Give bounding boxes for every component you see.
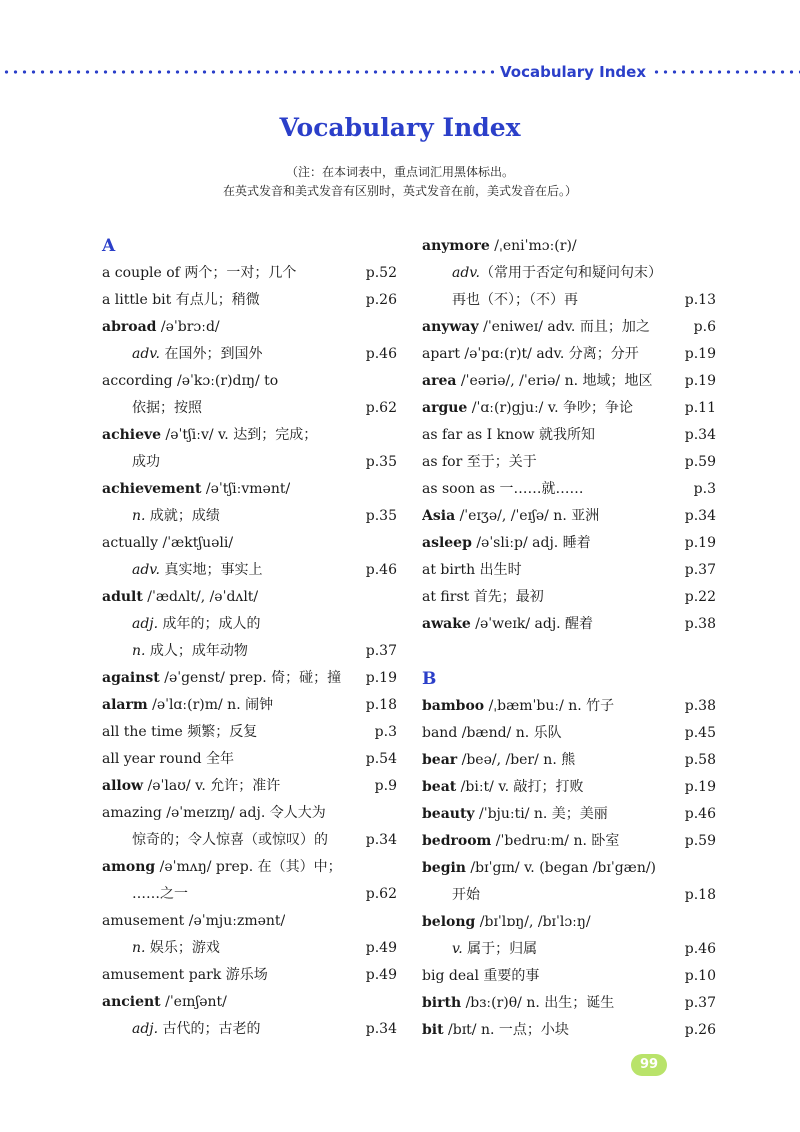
page-ref: p.26 bbox=[365, 292, 397, 308]
page-ref: p.35 bbox=[365, 454, 397, 470]
headword: abroad bbox=[102, 319, 157, 335]
definition: /əˈtʃiːv/ v. 达到；完成； bbox=[161, 427, 318, 443]
definition: /ˈeɪʒə/, /ˈeɪʃə/ n. 亚洲 bbox=[455, 508, 600, 524]
part-of-speech: adv. bbox=[132, 562, 161, 578]
entry-text bbox=[102, 422, 317, 449]
definition: amusement park 游乐场 bbox=[102, 967, 268, 983]
definition: 属于；归属 bbox=[462, 941, 538, 957]
page-ref: p.37 bbox=[684, 995, 716, 1011]
page-ref: p.26 bbox=[684, 1022, 716, 1038]
definition: 在国外；到国外 bbox=[160, 346, 263, 362]
section-letter-b: B bbox=[422, 669, 437, 689]
page-ref: p.18 bbox=[684, 887, 716, 903]
definition: as for 至于；关于 bbox=[422, 454, 537, 470]
part-of-speech: v. bbox=[452, 941, 463, 957]
index-entry bbox=[102, 557, 397, 584]
page-ref: p.13 bbox=[684, 292, 716, 308]
page-ref bbox=[393, 314, 397, 341]
index-entry bbox=[102, 584, 397, 611]
index-entry bbox=[102, 341, 397, 368]
entry-text bbox=[422, 530, 591, 557]
entry-text bbox=[422, 341, 639, 368]
entry-text bbox=[102, 692, 273, 719]
page-ref: p.11 bbox=[684, 400, 716, 416]
headword: allow bbox=[102, 778, 144, 794]
note-line-1: （注：在本词表中，重点词汇用黑体标出。 bbox=[285, 165, 514, 179]
running-title: Vocabulary Index bbox=[499, 63, 646, 81]
definition: 成人；成年动物 bbox=[145, 643, 248, 659]
headword: beat bbox=[422, 779, 457, 795]
page-ref: p.3 bbox=[374, 724, 397, 740]
index-entry bbox=[102, 260, 397, 287]
page-ref: p.34 bbox=[365, 1021, 397, 1037]
part-of-speech: n. bbox=[132, 940, 146, 956]
definition: /beə/, /ber/ n. 熊 bbox=[457, 752, 576, 768]
page-ref: p.19 bbox=[684, 535, 716, 551]
index-entry bbox=[422, 557, 716, 584]
definition: /ˈɑː(r)gjuː/ v. 争吵；争论 bbox=[467, 400, 633, 416]
entry-text bbox=[102, 611, 261, 638]
page-ref bbox=[393, 908, 397, 935]
page-ref: p.38 bbox=[684, 698, 716, 714]
definition: at birth 出生时 bbox=[422, 562, 522, 578]
headword: bit bbox=[422, 1022, 444, 1038]
index-entry bbox=[102, 908, 397, 935]
index-entry bbox=[102, 314, 397, 341]
definition: a couple of 两个；一对；几个 bbox=[102, 265, 297, 281]
page-ref bbox=[393, 611, 397, 638]
definition: /əˈlɑː(r)m/ n. 闹钟 bbox=[147, 697, 274, 713]
section-letter-a: A bbox=[102, 236, 116, 256]
headword: area bbox=[422, 373, 457, 389]
entry-text bbox=[102, 638, 248, 665]
index-entry bbox=[102, 989, 397, 1016]
definition: 再也（不）；（不）再 bbox=[452, 292, 578, 308]
page-ref: p.37 bbox=[365, 643, 397, 659]
index-entry bbox=[422, 882, 716, 909]
index-entry bbox=[422, 530, 716, 557]
index-entry bbox=[422, 909, 716, 936]
headword: birth bbox=[422, 995, 462, 1011]
entry-text bbox=[422, 422, 595, 449]
page-ref bbox=[712, 909, 716, 936]
index-entry bbox=[422, 855, 716, 882]
index-entry bbox=[422, 747, 716, 774]
headword: achieve bbox=[102, 427, 162, 443]
definition: /ˈeɪnʃənt/ bbox=[160, 994, 227, 1010]
page-ref: p.34 bbox=[684, 427, 716, 443]
entry-text bbox=[102, 395, 202, 422]
page-ref: p.3 bbox=[693, 481, 716, 497]
headword: begin bbox=[422, 860, 466, 876]
definition: 成就；成绩 bbox=[145, 508, 220, 524]
headword: Asia bbox=[422, 508, 456, 524]
page-ref: p.58 bbox=[684, 752, 716, 768]
definition: 惊奇的；令人惊喜（或惊叹）的 bbox=[132, 832, 328, 848]
page-ref: p.49 bbox=[365, 967, 397, 983]
page-ref bbox=[393, 368, 397, 395]
page-ref: p.34 bbox=[365, 832, 397, 848]
headword: bamboo bbox=[422, 698, 485, 714]
index-entry bbox=[422, 720, 716, 747]
index-entry bbox=[422, 314, 716, 341]
index-entry bbox=[102, 746, 397, 773]
entry-text bbox=[422, 314, 650, 341]
index-entry bbox=[422, 449, 716, 476]
index-entry bbox=[422, 503, 716, 530]
entry-text bbox=[422, 720, 562, 747]
headword: achievement bbox=[102, 481, 202, 497]
index-entry bbox=[422, 260, 716, 287]
index-entry bbox=[422, 693, 716, 720]
page-ref: p.19 bbox=[684, 779, 716, 795]
page-ref: p.62 bbox=[365, 400, 397, 416]
definition: /ˌeniˈmɔː(r)/ bbox=[489, 238, 577, 254]
definition: /əˈweɪk/ adj. 醒着 bbox=[470, 616, 594, 632]
page-ref: p.9 bbox=[374, 778, 397, 794]
definition: 古代的；古老的 bbox=[158, 1021, 261, 1037]
headword: bedroom bbox=[422, 833, 492, 849]
index-entry bbox=[422, 341, 716, 368]
page-ref: p.49 bbox=[365, 940, 397, 956]
headword: anymore bbox=[422, 238, 490, 254]
index-entry bbox=[102, 449, 397, 476]
headword: among bbox=[102, 859, 156, 875]
page-ref: p.35 bbox=[365, 508, 397, 524]
entry-text bbox=[102, 449, 160, 476]
entry-text bbox=[102, 503, 220, 530]
definition: 开始 bbox=[452, 887, 480, 903]
index-entry bbox=[422, 422, 716, 449]
entry-text bbox=[422, 747, 575, 774]
index-entry bbox=[102, 287, 397, 314]
page-ref bbox=[393, 422, 397, 449]
index-entry bbox=[422, 801, 716, 828]
part-of-speech: adv. bbox=[132, 346, 161, 362]
definition: all year round 全年 bbox=[102, 751, 235, 767]
entry-text bbox=[102, 368, 278, 395]
definition: /ˈbedruːm/ n. 卧室 bbox=[491, 833, 620, 849]
page-ref: p.19 bbox=[684, 373, 716, 389]
entry-text bbox=[422, 801, 608, 828]
dotted-rule-left bbox=[2, 70, 494, 74]
entry-text bbox=[102, 314, 220, 341]
index-entry bbox=[422, 963, 716, 990]
headword: beauty bbox=[422, 806, 475, 822]
index-entry bbox=[102, 854, 397, 881]
index-entry bbox=[422, 584, 716, 611]
entry-text bbox=[102, 287, 260, 314]
entry-text bbox=[102, 341, 262, 368]
index-entry bbox=[102, 827, 397, 854]
index-entry bbox=[102, 962, 397, 989]
headword: belong bbox=[422, 914, 476, 930]
part-of-speech: n. bbox=[132, 643, 146, 659]
entry-text bbox=[102, 476, 290, 503]
page-ref: p.46 bbox=[684, 806, 716, 822]
index-entry bbox=[102, 1016, 397, 1043]
section-a-continued bbox=[422, 233, 716, 638]
page-ref: p.46 bbox=[365, 346, 397, 362]
index-entry bbox=[422, 1017, 716, 1044]
definition: actually /ˈæktʃuəli/ bbox=[102, 535, 234, 551]
entry-text bbox=[102, 881, 188, 908]
entry-text bbox=[422, 1017, 569, 1044]
entry-text bbox=[422, 855, 656, 882]
entry-text bbox=[422, 368, 653, 395]
entry-text bbox=[102, 530, 233, 557]
definition: /əˈsliːp/ adj. 睡着 bbox=[471, 535, 591, 551]
page-ref: p.10 bbox=[684, 968, 716, 984]
index-entry bbox=[102, 773, 397, 800]
entry-text bbox=[422, 882, 480, 909]
index-entry bbox=[102, 719, 397, 746]
entry-text bbox=[102, 260, 296, 287]
definition: /əˈlaʊ/ v. 允许；准许 bbox=[143, 778, 281, 794]
definition: all the time 频繁；反复 bbox=[102, 724, 258, 740]
definition: at first 首先；最初 bbox=[422, 589, 544, 605]
entry-text bbox=[422, 828, 619, 855]
entry-text bbox=[102, 800, 326, 827]
definition: /ˈbjuːti/ n. 美；美丽 bbox=[474, 806, 608, 822]
index-entry bbox=[102, 503, 397, 530]
page-ref bbox=[393, 989, 397, 1016]
page-ref bbox=[393, 476, 397, 503]
entry-text bbox=[422, 557, 522, 584]
page-ref: p.38 bbox=[684, 616, 716, 632]
section-b bbox=[422, 693, 716, 1044]
headword: awake bbox=[422, 616, 471, 632]
page-ref: p.19 bbox=[365, 670, 397, 686]
headword: ancient bbox=[102, 994, 161, 1010]
definition: /əˈbrɔːd/ bbox=[156, 319, 220, 335]
index-entry bbox=[422, 476, 716, 503]
page-ref: p.37 bbox=[684, 562, 716, 578]
definition: /bɪˈgɪn/ v. (began /bɪˈgæn/) bbox=[465, 860, 657, 876]
definition: 依据；按照 bbox=[132, 400, 202, 416]
section-gap bbox=[422, 638, 716, 666]
definition: /əˈtʃiːvmənt/ bbox=[201, 481, 291, 497]
headword: asleep bbox=[422, 535, 472, 551]
index-entry bbox=[422, 828, 716, 855]
headword: against bbox=[102, 670, 160, 686]
entry-text bbox=[422, 936, 537, 963]
page-ref: p.22 bbox=[684, 589, 716, 605]
index-entry bbox=[102, 638, 397, 665]
definition: big deal 重要的事 bbox=[422, 968, 540, 984]
definition: /ˈeniweɪ/ adv. 而且；加之 bbox=[478, 319, 650, 335]
index-entry bbox=[102, 476, 397, 503]
definition: /bɪˈlɒŋ/, /bɪˈlɔːŋ/ bbox=[475, 914, 591, 930]
definition: /əˈgenst/ prep. 倚；碰；撞 bbox=[159, 670, 342, 686]
index-entry bbox=[422, 936, 716, 963]
index-entry bbox=[102, 422, 397, 449]
part-of-speech: n. bbox=[132, 508, 146, 524]
page-ref bbox=[393, 800, 397, 827]
entry-text bbox=[102, 584, 258, 611]
entry-text bbox=[102, 665, 341, 692]
index-entry bbox=[422, 990, 716, 1017]
index-entry bbox=[102, 368, 397, 395]
index-entry bbox=[102, 395, 397, 422]
definition: amazing /əˈmeɪzɪŋ/ adj. 令人大为 bbox=[102, 805, 326, 821]
entry-text bbox=[422, 395, 633, 422]
headword: argue bbox=[422, 400, 468, 416]
entry-text bbox=[422, 260, 662, 287]
entry-text bbox=[102, 989, 227, 1016]
note-line-2: 在英式发音和美式发音有区别时，英式发音在前，美式发音在后。） bbox=[222, 184, 577, 198]
definition: 成功 bbox=[132, 454, 160, 470]
definition: 真实地；事实上 bbox=[160, 562, 263, 578]
index-entry bbox=[102, 800, 397, 827]
entry-text bbox=[422, 909, 591, 936]
index-entry bbox=[422, 233, 716, 260]
index-entry bbox=[422, 287, 716, 314]
headword: bear bbox=[422, 752, 458, 768]
page-ref: p.46 bbox=[684, 941, 716, 957]
part-of-speech: adj. bbox=[132, 616, 159, 632]
entry-text bbox=[102, 1016, 261, 1043]
entry-text bbox=[422, 611, 593, 638]
part-of-speech: adv. bbox=[452, 265, 481, 281]
entry-text bbox=[102, 746, 234, 773]
headword: adult bbox=[102, 589, 143, 605]
headword: alarm bbox=[102, 697, 148, 713]
definition: 成年的；成人的 bbox=[158, 616, 261, 632]
entry-text bbox=[422, 503, 599, 530]
part-of-speech: adj. bbox=[132, 1021, 159, 1037]
entry-text bbox=[102, 935, 220, 962]
page-ref bbox=[393, 530, 397, 557]
definition: （常用于否定句和疑问句末） bbox=[480, 265, 663, 281]
index-column-left bbox=[102, 233, 397, 1043]
definition: amusement /əˈmjuːzmənt/ bbox=[102, 913, 286, 929]
entry-text bbox=[422, 693, 614, 720]
page-ref bbox=[393, 584, 397, 611]
entry-text bbox=[102, 962, 268, 989]
definition: /bɪt/ n. 一点；小块 bbox=[443, 1022, 569, 1038]
page-ref: p.45 bbox=[684, 725, 716, 741]
definition: band /bænd/ n. 乐队 bbox=[422, 725, 562, 741]
index-column-right bbox=[422, 233, 716, 1044]
page-ref: p.62 bbox=[365, 886, 397, 902]
entry-text bbox=[102, 719, 257, 746]
definition: /bɜː(r)θ/ n. 出生；诞生 bbox=[461, 995, 615, 1011]
page-ref bbox=[393, 854, 397, 881]
page-ref bbox=[712, 233, 716, 260]
index-entry bbox=[102, 665, 397, 692]
entry-text bbox=[102, 557, 262, 584]
page-ref: p.59 bbox=[684, 454, 716, 470]
index-entry bbox=[102, 935, 397, 962]
page-ref: p.54 bbox=[365, 751, 397, 767]
index-entry bbox=[102, 530, 397, 557]
entry-text bbox=[102, 827, 328, 854]
index-entry bbox=[102, 611, 397, 638]
entry-text bbox=[422, 233, 577, 260]
definition: /biːt/ v. 敲打；打败 bbox=[456, 779, 584, 795]
definition: as far as I know 就我所知 bbox=[422, 427, 595, 443]
index-entry bbox=[422, 774, 716, 801]
page-ref: p.19 bbox=[684, 346, 716, 362]
index-entry bbox=[102, 881, 397, 908]
page-ref bbox=[712, 260, 716, 287]
definition: /ˈædʌlt/, /əˈdʌlt/ bbox=[142, 589, 259, 605]
page-number-badge: 99 bbox=[631, 1054, 667, 1076]
definition: according /əˈkɔː(r)dɪŋ/ to bbox=[102, 373, 279, 389]
page-ref: p.18 bbox=[365, 697, 397, 713]
headword: anyway bbox=[422, 319, 479, 335]
entry-text bbox=[422, 990, 614, 1017]
index-entry bbox=[102, 692, 397, 719]
index-entry bbox=[422, 368, 716, 395]
entry-text bbox=[102, 908, 285, 935]
definition: /ˌbæmˈbuː/ n. 竹子 bbox=[484, 698, 615, 714]
definition: as soon as 一……就…… bbox=[422, 481, 584, 497]
definition: a little bit 有点儿；稍微 bbox=[102, 292, 260, 308]
page-ref: p.52 bbox=[365, 265, 397, 281]
definition: /əˈmʌŋ/ prep. 在（其）中； bbox=[155, 859, 342, 875]
definition: apart /əˈpɑː(r)t/ adv. 分离；分开 bbox=[422, 346, 639, 362]
page-ref: p.6 bbox=[693, 319, 716, 335]
page-ref: p.34 bbox=[684, 508, 716, 524]
index-entry bbox=[422, 395, 716, 422]
entry-text bbox=[422, 963, 539, 990]
definition: ……之一 bbox=[132, 886, 188, 902]
entry-text bbox=[422, 449, 537, 476]
entry-text bbox=[422, 584, 544, 611]
page-ref: p.46 bbox=[365, 562, 397, 578]
definition: /ˈeəriə/, /ˈeriə/ n. 地域；地区 bbox=[456, 373, 653, 389]
entry-text bbox=[102, 773, 280, 800]
running-header bbox=[0, 61, 800, 83]
entry-text bbox=[102, 854, 342, 881]
definition: 娱乐；游戏 bbox=[145, 940, 220, 956]
page-ref bbox=[712, 855, 716, 882]
dotted-rule-right bbox=[652, 70, 800, 74]
entry-text bbox=[422, 774, 584, 801]
page-title: Vocabulary Index bbox=[279, 113, 521, 142]
page-ref: p.59 bbox=[684, 833, 716, 849]
index-entry bbox=[422, 611, 716, 638]
entry-text bbox=[422, 287, 578, 314]
entry-text bbox=[422, 476, 583, 503]
